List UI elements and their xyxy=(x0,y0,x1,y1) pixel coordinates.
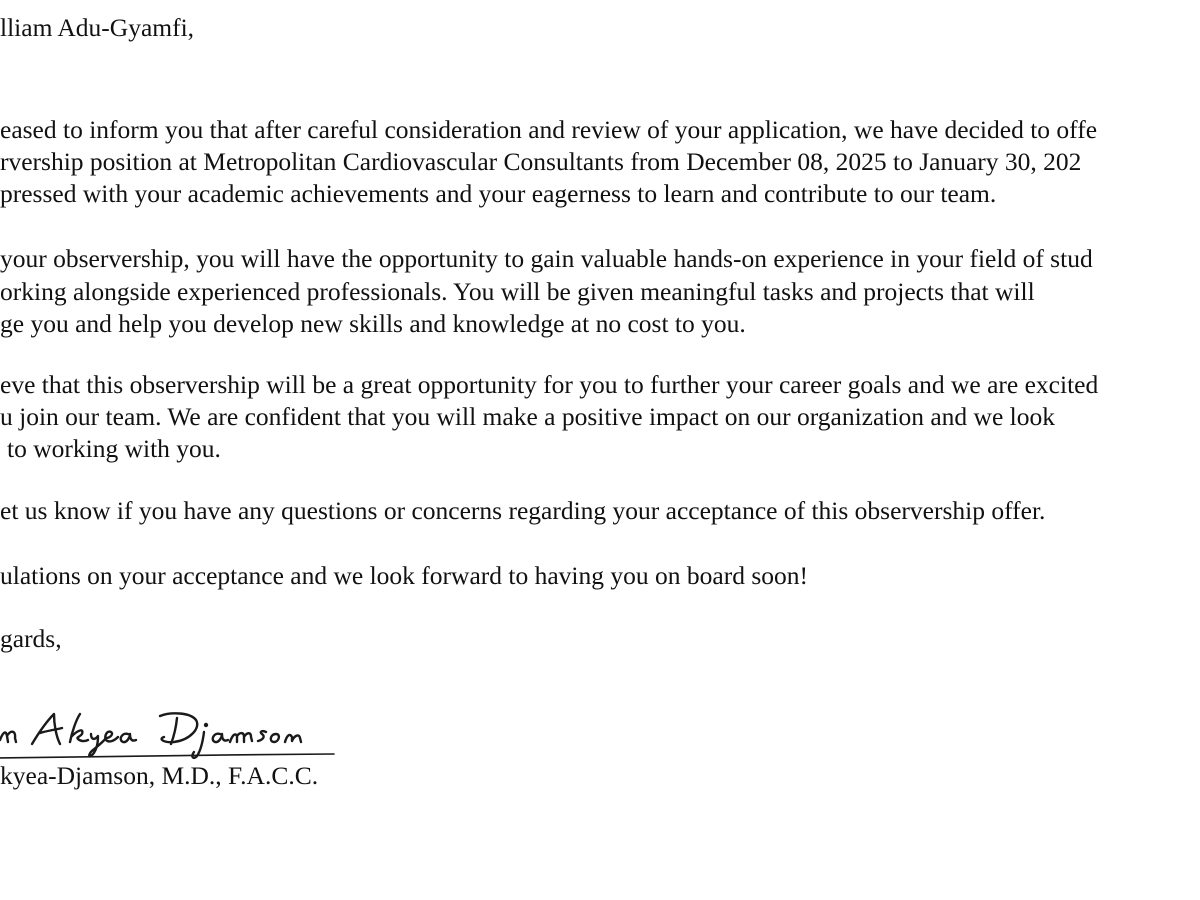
signatory-name: kyea-Djamson, M.D., F.A.C.C. xyxy=(0,761,319,790)
paragraph-4-line-1: et us know if you have any questions or concerns regarding your acceptance of this observership offer. xyxy=(0,496,1046,525)
paragraph-2-line-3: ge you and help you develop new skills and knowledge at no cost to you. xyxy=(0,309,746,338)
paragraph-1-line-3: pressed with your academic achievements and your eagerness to learn and contribute to our team. xyxy=(0,179,997,208)
salutation: lliam Adu-Gyamfi, xyxy=(0,13,195,42)
paragraph-2-line-1: your observership, you will have the opportunity to gain valuable hands-on experience in your field of stud xyxy=(0,244,1093,273)
paragraph-1-line-1: eased to inform you that after careful consideration and review of your application, we have decided to offe xyxy=(0,115,1098,144)
paragraph-3-line-2: u join our team. We are confident that you will make a positive impact on our organization and we look xyxy=(0,402,1055,431)
paragraph-3-line-3: to working with you. xyxy=(7,434,221,463)
handwritten-signature xyxy=(0,706,350,764)
paragraph-2-line-2: orking alongside experienced professionals. You will be given meaningful tasks and projects that will xyxy=(0,277,1035,306)
paragraph-5-line-1: ulations on your acceptance and we look forward to having you on board soon! xyxy=(0,561,808,590)
paragraph-1-line-2: rvership position at Metropolitan Cardiovascular Consultants from December 08, 2025 to January 30, 202 xyxy=(0,147,1082,176)
closing: gards, xyxy=(0,624,62,653)
paragraph-3-line-1: eve that this observership will be a great opportunity for you to further your career goals and we are excited xyxy=(0,370,1099,399)
